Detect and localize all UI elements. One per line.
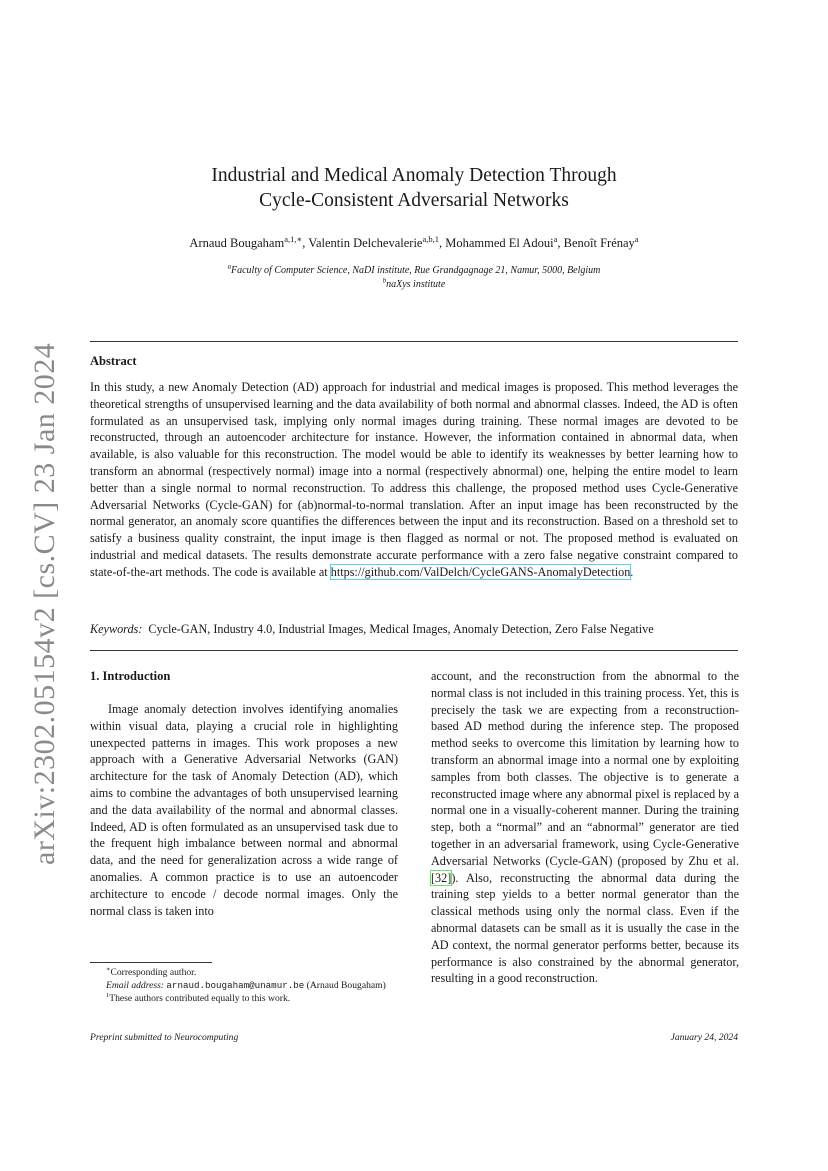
abstract-body — [90, 379, 738, 581]
affiliations — [90, 264, 738, 292]
footnote-text: These authors contributed equally to this work. — [109, 993, 291, 1004]
author-name: Arnaud Bougaham — [189, 236, 285, 250]
title-line-1: Industrial and Medical Anomaly Detection Through — [211, 165, 617, 186]
abstract-text: In this study, a new Anomaly Detection (AD) approach for industrial and medical images is proposed. This method leverages the theoretical strengths of unsupervised learning and the data availability of both normal and abnormal classes. Indeed, the AD is often formulated as an unsupervised task, implying only normal images during training. These normal images are devoted to be reconstructed, through an autoencoder architecture for instance. However, the information contained in abnormal data, when available, is also valuable for this reconstruction. The model would be able to identify its weaknesses by better learning how to transform an abnormal (respectively normal) image into a normal (respectively abnormal) one, helping the entire model to learn better than a single normal to normal reconstruction. To address this challenge, the proposed method uses Cycle-Generative Adversarial Networks (Cycle-GAN) for (ab)normal-to-normal translation. After an input image has been reconstructed by the normal generator, an anomaly score quantifies the differences between the input and its reconstruction. Based on a threshold set to satisfy a business quality constraint, the input image is then flagged as normal or not. The proposed method is evaluated on industrial and medical datasets. The results demonstrate accurate performance with a zero false negative constraint compared to state-of-the-art methods. The code is available at — [90, 380, 738, 579]
email-suffix: (Arnaud Bougaham) — [304, 980, 386, 991]
author-sep: , — [439, 236, 446, 250]
keywords — [90, 622, 738, 637]
section-heading-introduction: 1. Introduction — [90, 669, 171, 683]
abstract-end: . — [630, 564, 634, 579]
abstract-bottom-rule — [90, 650, 738, 651]
intro-right-text-continued: ). Also, reconstructing the abnormal data during the training step yields to a better normal generator than the classical methods using only the normal class. Even if the abnormal datasets can be small as it is usually the case in the AD context, the normal generator performs better, because its performance is also constrained by the abnormal generator, resulting in a good reconstruction. — [431, 870, 739, 986]
author-name: Valentin Delchevalerie — [308, 236, 423, 250]
author-name: Mohammed El Adoui — [445, 236, 554, 250]
footer-date: January 24, 2024 — [670, 1032, 738, 1043]
footnotes — [90, 966, 398, 1005]
paper-title — [90, 163, 738, 213]
footnote-rule — [90, 962, 212, 963]
intro-column-left: Image anomaly detection involves identifying anomalies within visual data, playing a crucial role in highlighting unexpected patterns in images. This work proposes a new approach with a Generative Adversarial Networks (GAN) architecture for the task of Anomaly Detection (AD), which aims to combine the advantages of both unsupervised learning and the data availability of the normal and abnormal classes. Indeed, AD is often formulated as an unsupervised task due to the frequent high imbalance between normal and abnormal data, and the need for generalization across a wide range of anomalies. A common practice is to use an autoencoder architecture to encode / decode normal images. Only the normal class is taken into — [90, 702, 398, 918]
footnote-email — [90, 979, 398, 992]
footnote-corresponding — [90, 966, 398, 979]
affiliation-sup: a — [227, 263, 231, 271]
keywords-text: Cycle-GAN, Industry 4.0, Industrial Images, Medical Images, Anomaly Detection, Zero False Negative — [148, 622, 654, 636]
arxiv-stamp-text: arXiv:2302.05154v2 [cs.CV] 23 Jan 2024 — [28, 342, 61, 865]
affiliation-sup: b — [382, 277, 387, 285]
email-address: arnaud.bougaham@unamur.be — [166, 980, 305, 991]
keywords-label: Keywords: — [90, 622, 143, 636]
author-sup: a — [553, 233, 558, 244]
arxiv-stamp — [28, 342, 61, 865]
footnote-mark: 1 — [106, 991, 110, 999]
author-sep: , — [557, 236, 564, 250]
author-sep: , — [302, 236, 309, 250]
affiliation-text: Faculty of Computer Science, NaDI institute, Rue Grandgagnage 21, Namur, 5000, Belgium — [231, 265, 601, 276]
author-sup: a — [634, 233, 639, 244]
intro-right-text: account, and the reconstruction from the abnormal to the normal class is not included in this training process. Yet, this is precisely the task we are expecting from a reconstruction-based AD method during the inference step. The proposed method seeks to overcome this limitation by learning how to transform an abnormal image into a normal one by exploiting samples from both classes. The objective is to generate a reconstructed image where any abnormal pixel is replaced by a normal one in a visually-coherent manner. During the training step, both a “normal” and an “abnormal” generator are tied together in an adversarial framework, using Cycle-Generative Adversarial Networks (Cycle-GAN) (proposed by Zhu et al. — [431, 669, 739, 868]
affiliation-a — [90, 264, 738, 278]
code-link[interactable]: https://github.com/ValDelch/CycleGANS-AnomalyDetection — [330, 564, 631, 579]
title-line-2: Cycle-Consistent Adversarial Networks — [259, 190, 569, 211]
affiliation-text: naXys institute — [386, 279, 446, 290]
citation-link[interactable]: [32] — [431, 870, 452, 885]
abstract-heading: Abstract — [90, 354, 137, 368]
intro-column-right — [431, 668, 739, 987]
author-name: Benoît Frénay — [563, 236, 635, 250]
email-label: Email address: — [106, 980, 165, 991]
affiliation-b — [90, 278, 738, 292]
footnote-mark: ∗ — [106, 965, 111, 973]
author-list — [90, 233, 738, 251]
footnote-text: Corresponding author. — [110, 967, 197, 978]
footer-preprint: Preprint submitted to Neurocomputing — [90, 1032, 239, 1043]
author-sup: a,b,1 — [422, 233, 440, 244]
abstract-top-rule — [90, 341, 738, 342]
author-sup: a,1,∗ — [284, 233, 303, 244]
footnote-equal-contribution — [90, 992, 398, 1005]
